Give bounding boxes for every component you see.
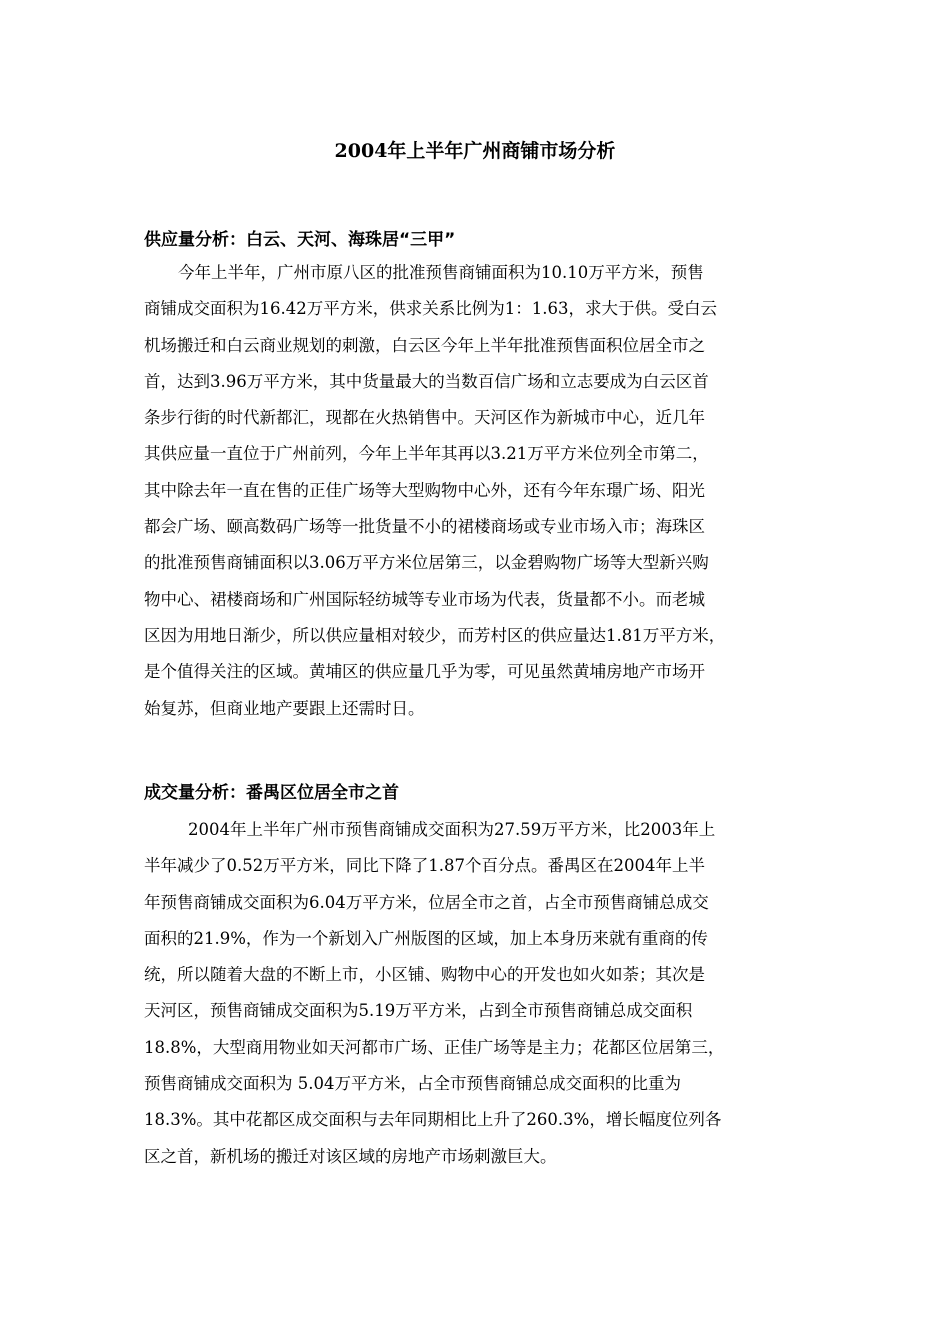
page-title: 2004年上半年广州商铺市场分析 [334,140,616,162]
paragraph-line: 18.8%，大型商用物业如天河都市广场、正佳广场等是主力；花都区位居第三， [144,1037,725,1057]
paragraph-line: 都会广场、颐高数码广场等一批货量不小的裙楼商场或专业市场入市；海珠区 [144,517,705,537]
paragraph-line: 始复苏，但商业地产要跟上还需时日。 [144,698,425,718]
paragraph-line: 2004年上半年广州市预售商铺成交面积为27.59万平方米，比2003年上 [188,820,716,839]
paragraph-line: 预售商铺成交面积为 5.04万平方米，占全市预售商铺总成交面积的比重为 [144,1074,681,1094]
section-heading-supply: 供应量分析：白云、天河、海珠居“三甲” [144,230,456,250]
paragraph-line: 物中心、裙楼商场和广州国际轻纺城等专业市场为代表，货量都不小。而老城 [144,589,705,609]
paragraph-line: 区之首，新机场的搬迁对该区域的房地产市场刺激巨大。 [144,1146,557,1166]
paragraph-line: 18.3%。其中花都区成交面积与去年同期相比上升了260.3%，增长幅度位列各 [144,1110,722,1130]
paragraph-line: 今年上半年，广州市原八区的批准预售商铺面积为10.10万平方米，预售 [178,263,704,282]
paragraph-line: 统，所以随着大盘的不断上市，小区铺、购物中心的开发也如火如荼；其次是 [144,965,705,985]
paragraph-line: 其中除去年一直在售的正佳广场等大型购物中心外，还有今年东璟广场、阳光 [144,480,705,500]
paragraph-line: 的批准预售商铺面积以3.06万平方米位居第三，以金碧购物广场等大型新兴购 [144,553,709,573]
paragraph-line: 其供应量一直位于广州前列，今年上半年其再以3.21万平方米位列全市第二， [144,444,709,464]
paragraph-line: 是个值得关注的区域。黄埔区的供应量几乎为零，可见虽然黄埔房地产市场开 [144,662,705,682]
paragraph-line: 面积的21.9%，作为一个新划入广州版图的区域，加上本身历来就有重商的传 [144,928,708,948]
paragraph-line: 机场搬迁和白云商业规划的刺激，白云区今年上半年批准预售面积位居全市之 [144,335,705,355]
paragraph-line: 首，达到3.96万平方米，其中货量最大的当数百信广场和立志要成为白云区首 [144,371,709,391]
paragraph-line: 商铺成交面积为16.42万平方米，供求关系比例为1：1.63，求大于供。受白云 [144,299,717,319]
section-body-transactions [144,812,824,1175]
paragraph-line: 天河区，预售商铺成交面积为5.19万平方米，占到全市预售商铺总成交面积 [144,1001,693,1021]
paragraph-line: 年预售商铺成交面积为6.04万平方米，位居全市之首，占全市预售商铺总成交 [144,892,709,912]
section-body-supply [144,255,824,727]
paragraph-line: 条步行街的时代新都汇，现都在火热销售中。天河区作为新城市中心，近几年 [144,408,705,428]
paragraph-line: 半年减少了0.52万平方米，同比下降了1.87个百分点。番禺区在2004年上半 [144,856,705,876]
section-heading-transactions: 成交量分析：番禺区位居全市之首 [144,783,399,803]
paragraph-line: 区因为用地日渐少，所以供应量相对较少，而芳村区的供应量达1.81万平方米， [144,625,726,645]
